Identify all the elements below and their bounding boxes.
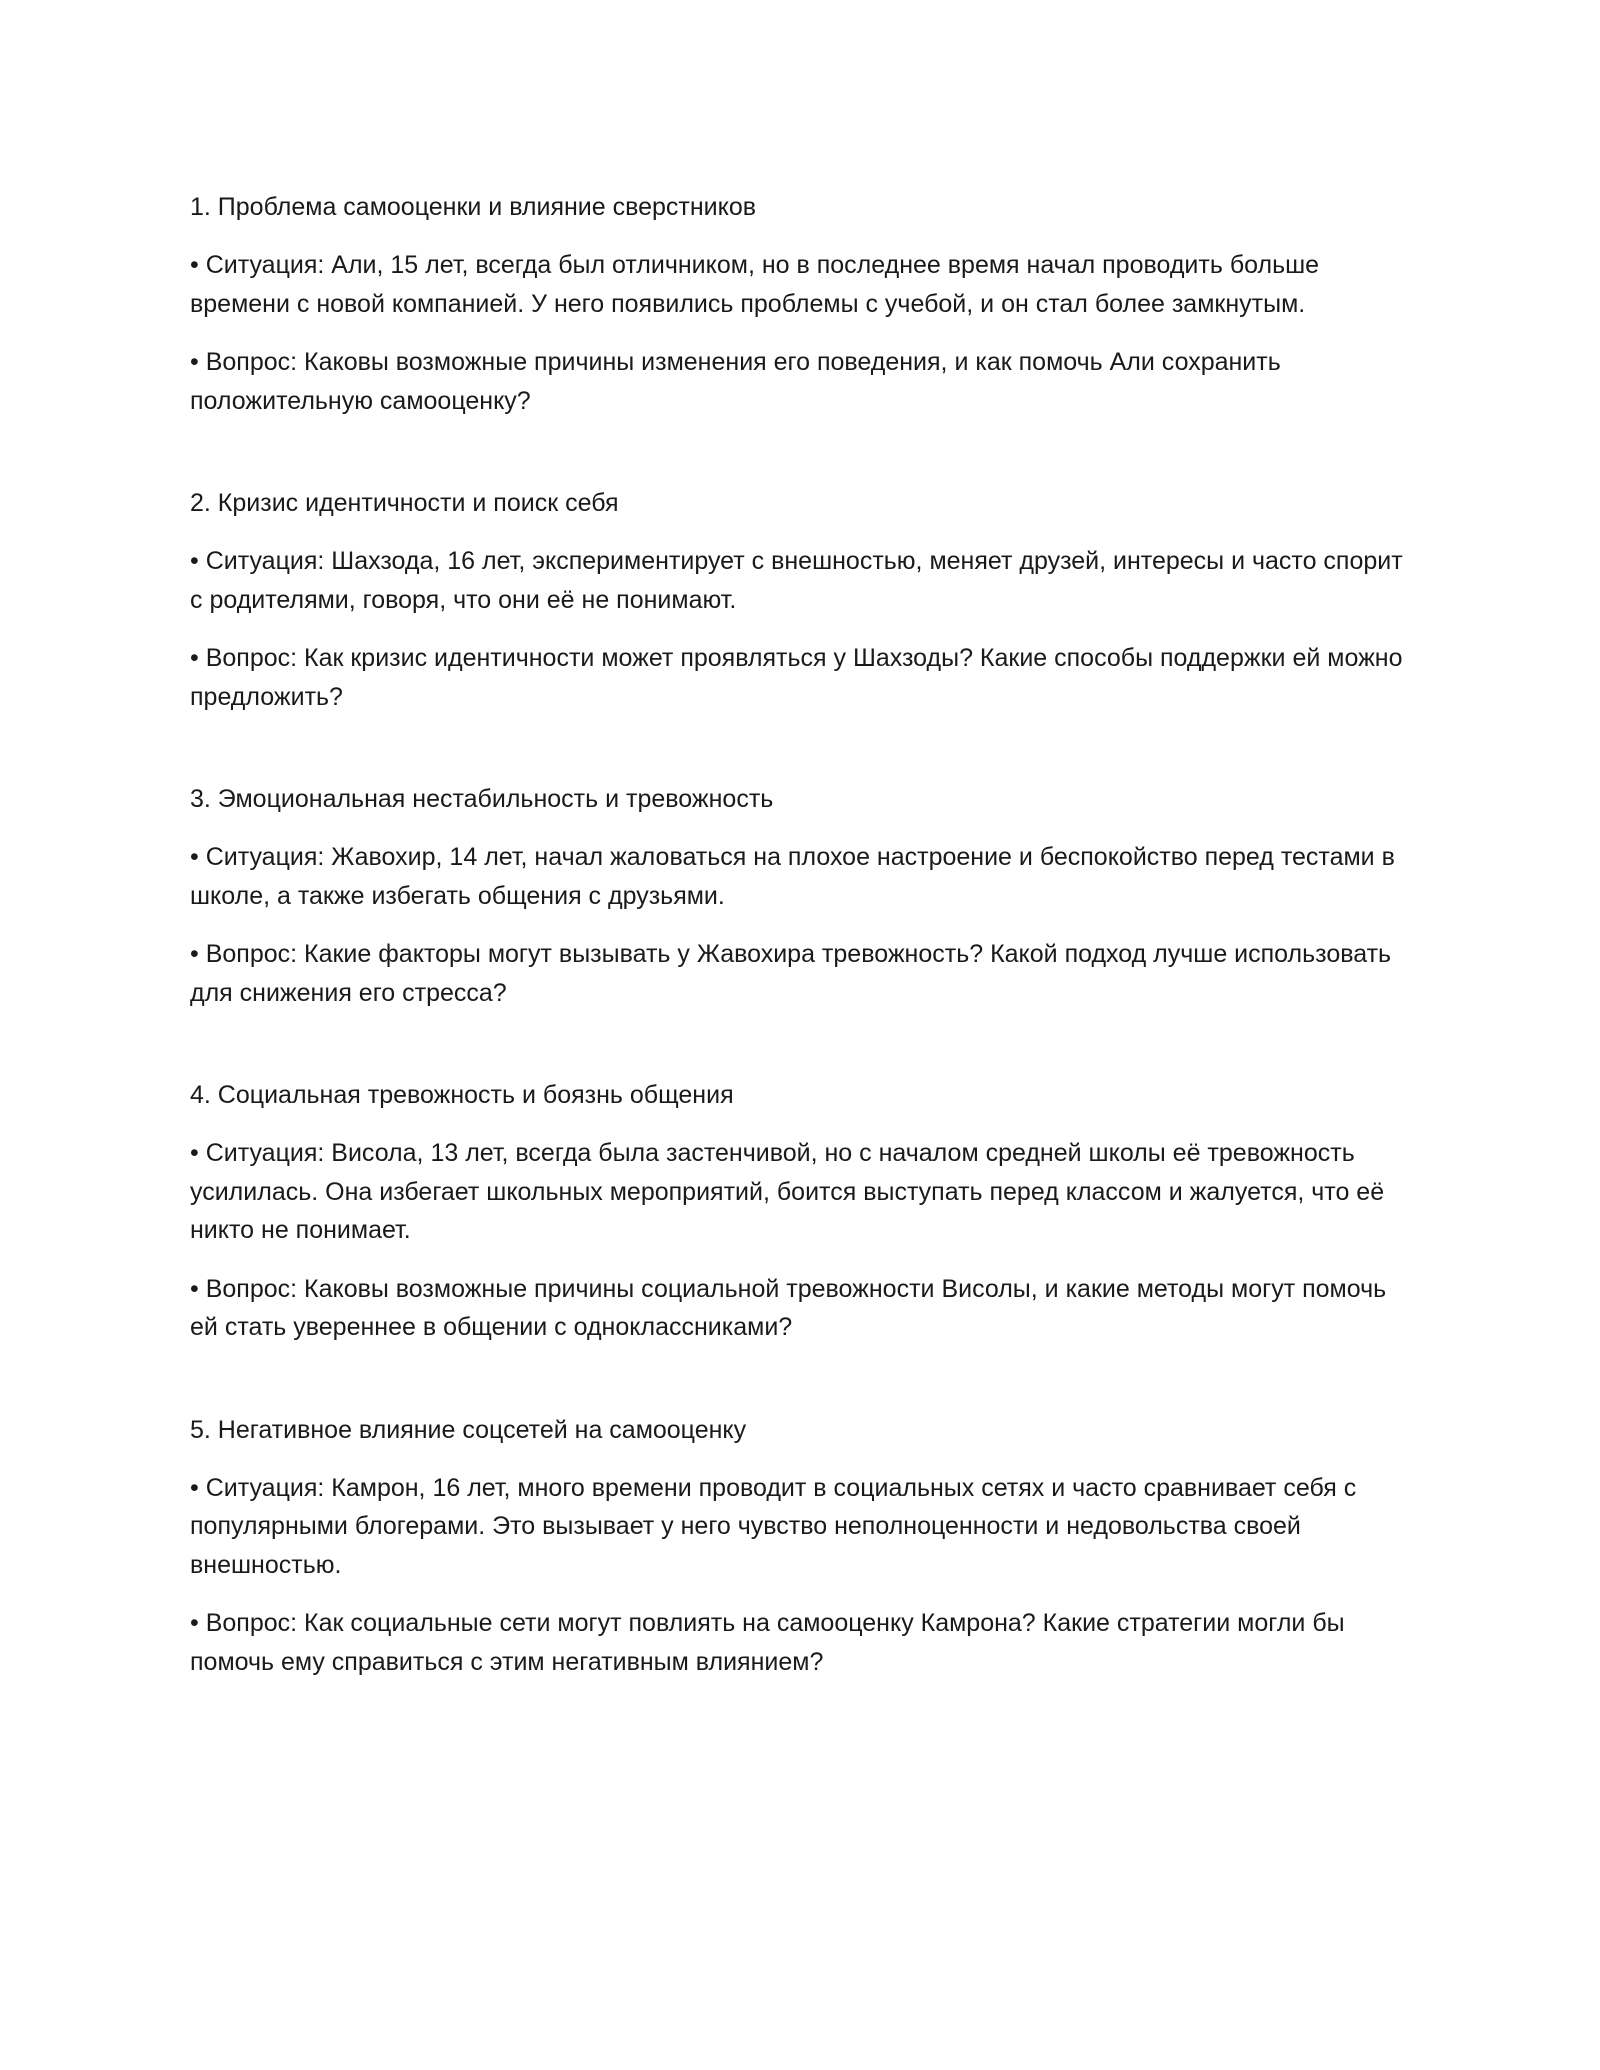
case-question: • Вопрос: Каковы возможные причины изменения его поведения, и как помочь Али сохранить положительную самооценку? <box>190 348 1281 415</box>
document-body <box>190 188 1420 1745</box>
case-5 <box>190 1411 1420 1682</box>
case-title: 1. Проблема самооценки и влияние сверстников <box>190 193 757 221</box>
case-situation: • Ситуация: Висола, 13 лет, всегда была застенчивой, но с началом средней школы её тревожность усилилась. Она избегает школьных мероприятий, боится выступать перед классом и жалуется, что её никто не понимает. <box>190 1139 1385 1244</box>
case-1 <box>190 188 1420 420</box>
case-title: 2. Кризис идентичности и поиск себя <box>190 489 619 517</box>
case-2 <box>190 484 1420 716</box>
case-question: • Вопрос: Какие факторы могут вызывать у Жавохира тревожность? Какой подход лучше использовать для снижения его стресса? <box>190 940 1392 1007</box>
case-4 <box>190 1076 1420 1347</box>
case-situation: • Ситуация: Жавохир, 14 лет, начал жаловаться на плохое настроение и беспокойство перед тестами в школе, а также избегать общения с друзьями. <box>190 843 1395 910</box>
case-3 <box>190 780 1420 1012</box>
case-situation: • Ситуация: Камрон, 16 лет, много времени проводит в социальных сетях и часто сравнивает себя с популярными блогерами. Это вызывает у него чувство неполноценности и недовольства своей внешностью. <box>190 1473 1357 1579</box>
case-situation: • Ситуация: Али, 15 лет, всегда был отличником, но в последнее время начал проводить больше времени с новой компанией. У него появились проблемы с учебой, и он стал более замкнутым. <box>190 251 1320 318</box>
case-title: 5. Негативное влияние соцсетей на самооценку <box>190 1415 747 1444</box>
case-question: • Вопрос: Как социальные сети могут повлиять на самооценку Камрона? Какие стратегии могли бы помочь ему справиться с этим негативным влиянием? <box>190 1609 1345 1676</box>
case-question: • Вопрос: Как кризис идентичности может проявляться у Шахзоды? Какие способы поддержки ей можно предложить? <box>190 644 1403 711</box>
case-title: 4. Социальная тревожность и боязнь общения <box>190 1081 734 1109</box>
case-title: 3. Эмоциональная нестабильность и тревожность <box>190 785 774 813</box>
case-question: • Вопрос: Каковы возможные причины социальной тревожности Висолы, и какие методы могут помочь ей стать увереннее в общении с одноклассниками? <box>190 1274 1387 1341</box>
case-situation: • Ситуация: Шахзода, 16 лет, экспериментирует с внешностью, меняет друзей, интересы и часто спорит с родителями, говоря, что они её не понимают. <box>190 547 1403 614</box>
